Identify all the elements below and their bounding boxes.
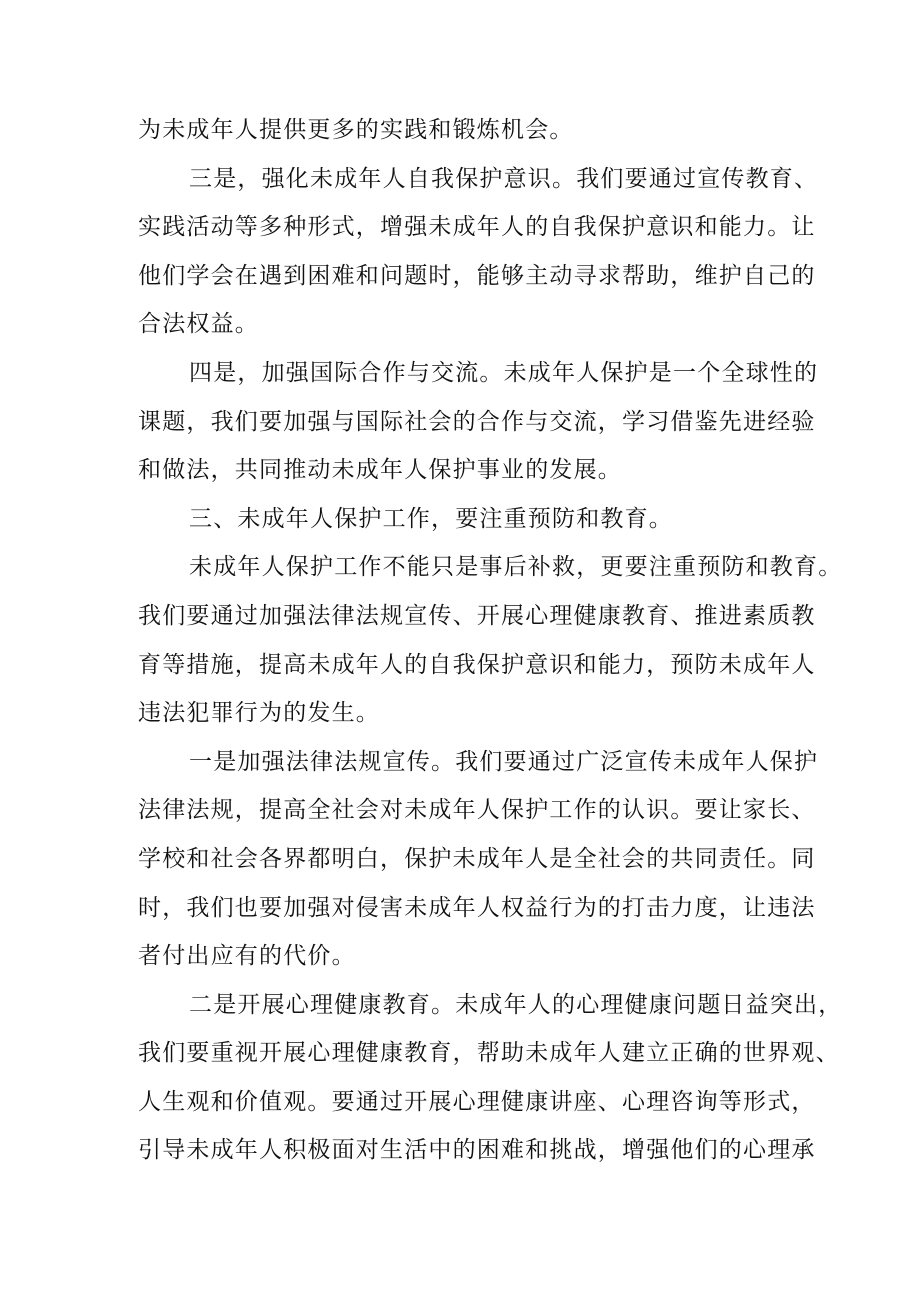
- text-line: 他们学会在遇到困难和问题时，能够主动寻求帮助，维护自己的: [138, 262, 816, 289]
- text-line: 和做法，共同推动未成年人保护事业的发展。: [138, 457, 622, 484]
- paragraph-start-line: 未成年人保护工作不能只是事后补救，更要注重预防和教育。: [189, 554, 843, 581]
- paragraph-start-line: 三是，强化未成年人自我保护意识。我们要通过宣传教育、: [189, 165, 819, 192]
- text-line: 课题，我们要加强与国际社会的合作与交流，学习借鉴先进经验: [138, 408, 816, 435]
- text-line: 学校和社会各界都明白，保护未成年人是全社会的共同责任。同: [138, 845, 816, 872]
- text-line: 法律法规，提高全社会对未成年人保护工作的认识。要让家长、: [138, 797, 816, 824]
- text-line: 人生观和价值观。要通过开展心理健康讲座、心理咨询等形式，: [138, 1088, 816, 1115]
- text-line: 引导未成年人积极面对生活中的困难和挑战，增强他们的心理承: [138, 1137, 816, 1164]
- text-line: 实践活动等多种形式，增强未成年人的自我保护意识和能力。让: [138, 214, 816, 241]
- section-heading: 三、未成年人保护工作，要注重预防和教育。: [189, 505, 673, 532]
- paragraph-start-line: 四是，加强国际合作与交流。未成年人保护是一个全球性的: [189, 359, 819, 386]
- text-line: 者付出应有的代价。: [138, 943, 356, 970]
- paragraph-start-line: 一是加强法律法规宣传。我们要通过广泛宣传未成年人保护: [189, 748, 819, 775]
- text-line: 我们要重视开展心理健康教育，帮助未成年人建立正确的世界观、: [138, 1040, 840, 1067]
- text-line: 时，我们也要加强对侵害未成年人权益行为的打击力度，让违法: [138, 894, 816, 921]
- text-line: 育等措施，提高未成年人的自我保护意识和能力，预防未成年人: [138, 651, 816, 678]
- paragraph-start-line: 二是开展心理健康教育。未成年人的心理健康问题日益突出，: [189, 991, 843, 1018]
- text-line: 我们要通过加强法律法规宣传、开展心理健康教育、推进素质教: [138, 602, 816, 629]
- body-text: [138, 106, 843, 1175]
- text-line: 违法犯罪行为的发生。: [138, 700, 380, 727]
- text-line: 合法权益。: [138, 311, 259, 338]
- text-line: 为未成年人提供更多的实践和锻炼机会。: [138, 117, 574, 143]
